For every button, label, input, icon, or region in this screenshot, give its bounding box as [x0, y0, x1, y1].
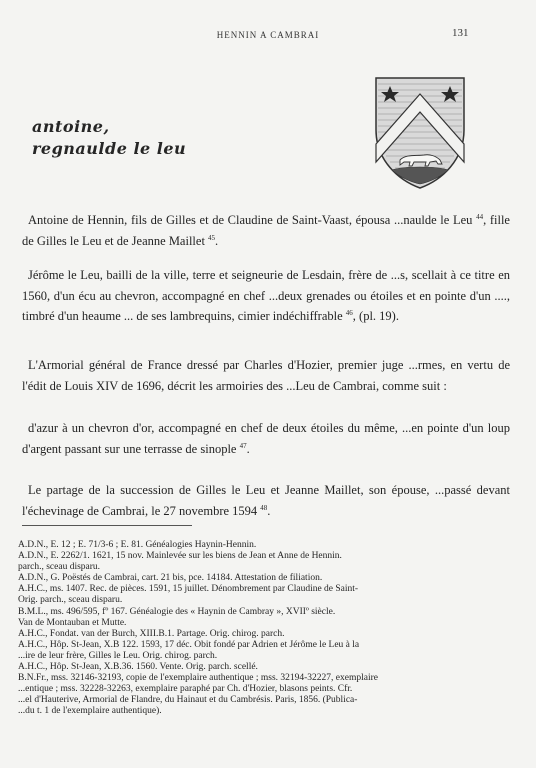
- title-line-2: regnaulde le leu: [32, 139, 187, 158]
- footnote-ref: 48: [260, 503, 268, 512]
- footnote-line: ...entique ; mss. 32228-32263, exemplaire paraphé par Ch. d'Hozier, blasons peints. Cfr.: [18, 684, 353, 695]
- footnote-line: ...el d'Hauterive, Armorial de Flandre, du Hainaut et du Cambrésis. Paris, 1856. (Publica-: [18, 695, 358, 706]
- paragraph-3: L'Armorial général de France dressé par Charles d'Hozier, premier juge ...rmes, en vertu de l'édit de Louis XIV de 1696, décrit les armoiries des ...Leu de Cambrai, comme suit :: [22, 358, 510, 393]
- footnote-line: B.N.Fr., mss. 32146-32193, copie de l'exemplaire authentique ; mss. 32194-32227, exemplaire: [18, 673, 379, 684]
- footnote-line: parch., sceau disparu.: [18, 562, 101, 573]
- paragraph-2: Jérôme le Leu, bailli de la ville, terre et seigneurie de Lesdain, frère de ...s, scellait à ce titre en 1560, d'un écu au chevron, accompagné en chef ...deux grenades ou étoiles et en pointe d'un ...., timbré d'un heaume ... de ses lambrequins, cimier indéchiffrable $^{46}$, (pl. 19).: [22, 268, 510, 323]
- footnotes: [18, 540, 518, 718]
- paragraph-5: Le partage de la succession de Gilles le Leu et Jeanne Maillet, son épouse, ...passé devant l'échevinage de Cambrai, le 27 novembre 1594 $^{48}$.: [22, 483, 510, 518]
- footnote-line: ...du t. 1 de l'exemplaire authentique).: [18, 706, 162, 717]
- coat-of-arms-shield-icon: [370, 72, 470, 192]
- footnote-line: A.H.C., Hôp. St-Jean, X.B 122. 1593, 17 déc. Obit fondé par Adrien et Jérôme le Leu à la: [18, 639, 360, 650]
- footnote-ref: 46: [345, 308, 353, 317]
- footnote-line: A.H.C., Hôp. St-Jean, X.B.36. 1560. Vente. Orig. parch. scellé.: [18, 662, 258, 673]
- footnote-line: ...ire de leur frère, Gilles le Leu. Orig. chirog. parch.: [18, 650, 218, 661]
- footnote-line: A.H.C., ms. 1407. Rec. de pièces. 1591, 15 juillet. Dénombrement par Claudine de Saint-: [18, 584, 359, 595]
- footnote-ref: 47: [239, 441, 247, 450]
- footnote-line: B.M.L., ms. 496/595, fº 167. Généalogie des « Haynin de Cambray », XVIIº siècle.: [18, 606, 336, 617]
- page-number: 131: [452, 27, 469, 39]
- footnote-line: A.D.N., G. Poëstés de Cambrai, cart. 21 bis, pce. 14184. Attestation de filiation.: [18, 573, 323, 584]
- paragraph-4: d'azur à un chevron d'or, accompagné en chef de deux étoiles du même, ...en pointe d'un loup d'argent passant sur une terrasse de sinople $^{47}$.: [22, 421, 510, 456]
- footnote-line: A.H.C., Fondat. van der Burch, XIII.B.1. Partage. Orig. chirog. parch.: [18, 628, 285, 639]
- paragraph-1: Antoine de Hennin, fils de Gilles et de Claudine de Saint-Vaast, épousa ...naulde le Leu $^{44}$, fille de Gilles le Leu et de Jeanne Maillet $^{45}$.: [22, 212, 510, 248]
- title-line-1: antoine,: [32, 117, 110, 136]
- footnote-divider: [22, 525, 192, 526]
- footnote-ref: 45: [208, 233, 216, 242]
- section-title: [32, 116, 186, 160]
- footnote-line: Orig. parch., sceau disparu.: [18, 595, 123, 606]
- footnote-ref: 44: [476, 212, 484, 221]
- footnote-line: Van de Montauban et Mutte.: [18, 617, 127, 628]
- running-title: HENNIN A CAMBRAI: [216, 30, 320, 40]
- footnote-line: A.D.N., E. 2262/1. 1621, 15 nov. Mainlevée sur les biens de Jean et Anne de Hennin.: [18, 551, 342, 562]
- footnote-line: A.D.N., E. 12 ; E. 71/3-6 ; E. 81. Généalogies Haynin-Hennin.: [18, 540, 257, 550]
